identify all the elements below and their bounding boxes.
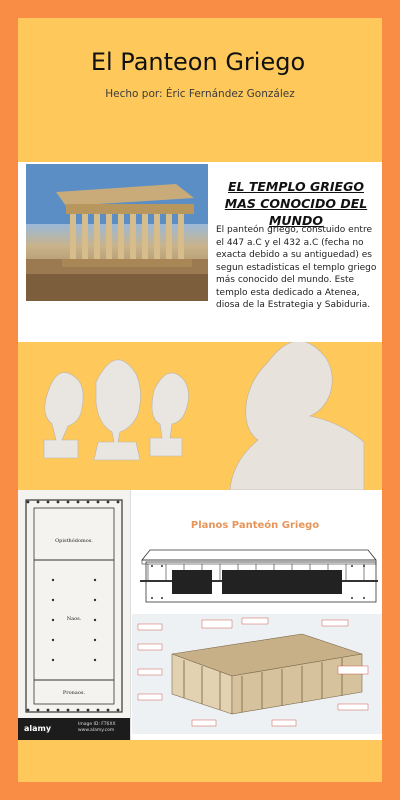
plan-label-bottom: Pronaos. xyxy=(62,690,86,696)
floor-plan xyxy=(18,490,131,740)
watermark-bar xyxy=(18,718,130,740)
section-drawing xyxy=(142,558,382,608)
plan-label-top: Opisthódomos. xyxy=(55,538,93,544)
watermark-logo: alamy xyxy=(24,724,52,733)
isometric-drawing xyxy=(132,614,382,734)
watermark-meta: Image ID: FT6XX www.alamy.com xyxy=(78,722,116,733)
section-body: El panteón griego, constuido entre el 447 a.C y el 432 a.C (fecha no exacta debido a su antiguedad) es segun estadisticas el templo griego más conocido del mundo. Este templo esta dedicado a Atenea, diosa de la Estrategia y Sabiduria. xyxy=(216,225,377,310)
athena-statues xyxy=(18,342,382,490)
parthenon-photo xyxy=(26,164,208,301)
intro-section xyxy=(18,162,382,342)
section-heading: EL TEMPLO GRIEGO MAS CONOCIDO DEL MUNDO xyxy=(224,179,368,228)
plan-label-middle: Naos. xyxy=(66,616,82,622)
poster xyxy=(18,18,382,782)
author-line: Hecho por: Éric Fernández González xyxy=(105,88,295,100)
page-title: El Panteon Griego xyxy=(90,48,306,76)
plans-title: Planos Panteón Griego xyxy=(190,520,320,531)
plans-section xyxy=(18,490,382,740)
